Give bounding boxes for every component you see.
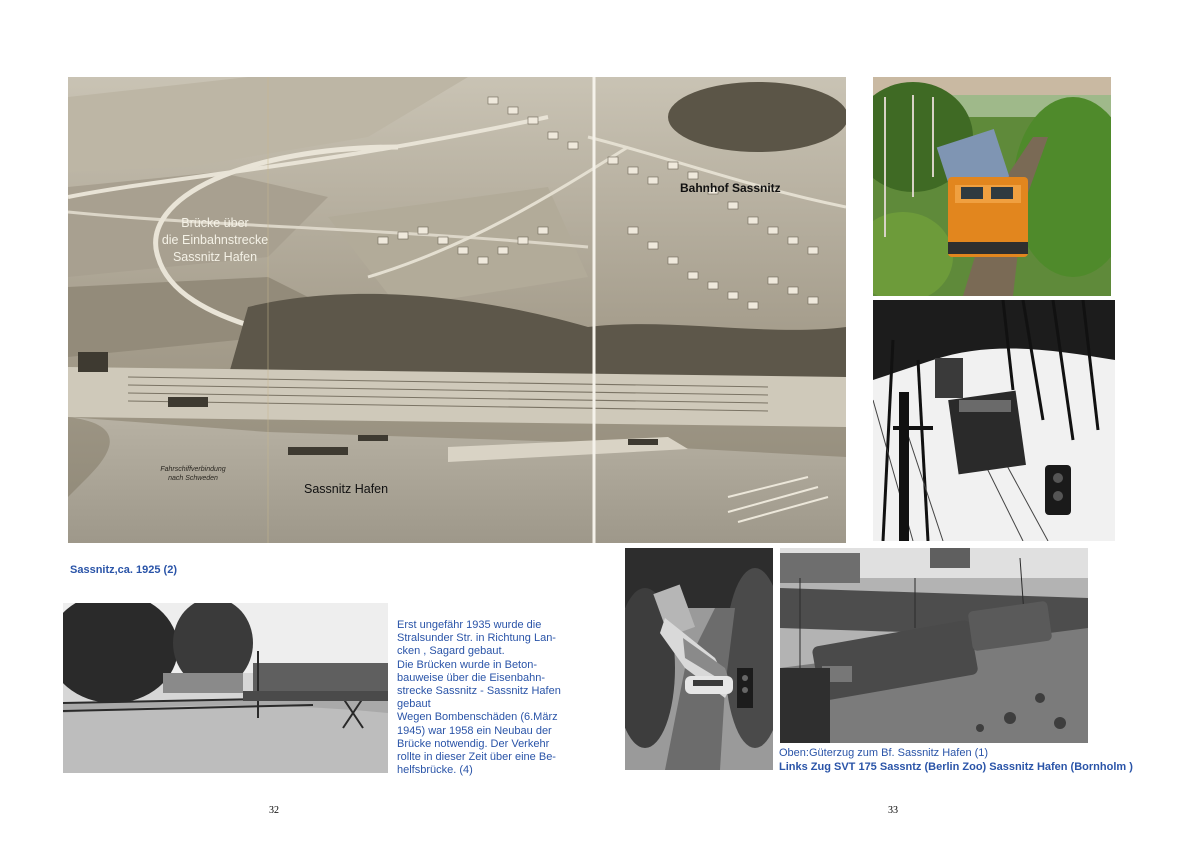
sassnitz-aerial-map <box>68 77 846 543</box>
bridge-street-photo <box>63 603 388 773</box>
history-text: Erst ungefähr 1935 wurde die Stralsunder Str. in Richtung Lan- cken , Sagard gebaut. Die Brücken wurde in Beton- bauweise über die Eisenbahn- strecke Sassnitz - Sassnitz Hafen gebaut Wegen Bombenschäden (6.März 1945) war 1958 ein Neubau der Brücke notwendig. Der Verkehr rollte in dieser Zeit über eine Be- helfsbrücke. (4) <box>397 619 561 777</box>
map-label-ferry: Fahrschiffverbindung nach Schweden <box>160 466 226 482</box>
svt175-train-photo <box>625 548 773 770</box>
page-number-left: 32 <box>269 805 279 816</box>
goods-train-photo <box>780 548 1088 743</box>
page-number-right: 33 <box>888 805 898 816</box>
map-caption: Sassnitz,ca. 1925 (2) <box>70 564 178 576</box>
map-label-station: Bahnhof Sassnitz <box>680 181 781 195</box>
orange-locomotive-photo <box>873 77 1111 296</box>
map-label-harbor: Sassnitz Hafen <box>304 482 389 496</box>
map-label-bridge: Brücke über die Einbahnstrecke Sassnitz Hafen <box>161 216 269 264</box>
caption-goods-train: Oben:Güterzug zum Bf. Sassnitz Hafen (1) <box>779 747 989 759</box>
snow-locomotive-photo <box>873 300 1115 541</box>
caption-svt175: Links Zug SVT 175 Sassntz (Berlin Zoo) Sassnitz Hafen (Bornholm ) <box>779 761 1133 773</box>
